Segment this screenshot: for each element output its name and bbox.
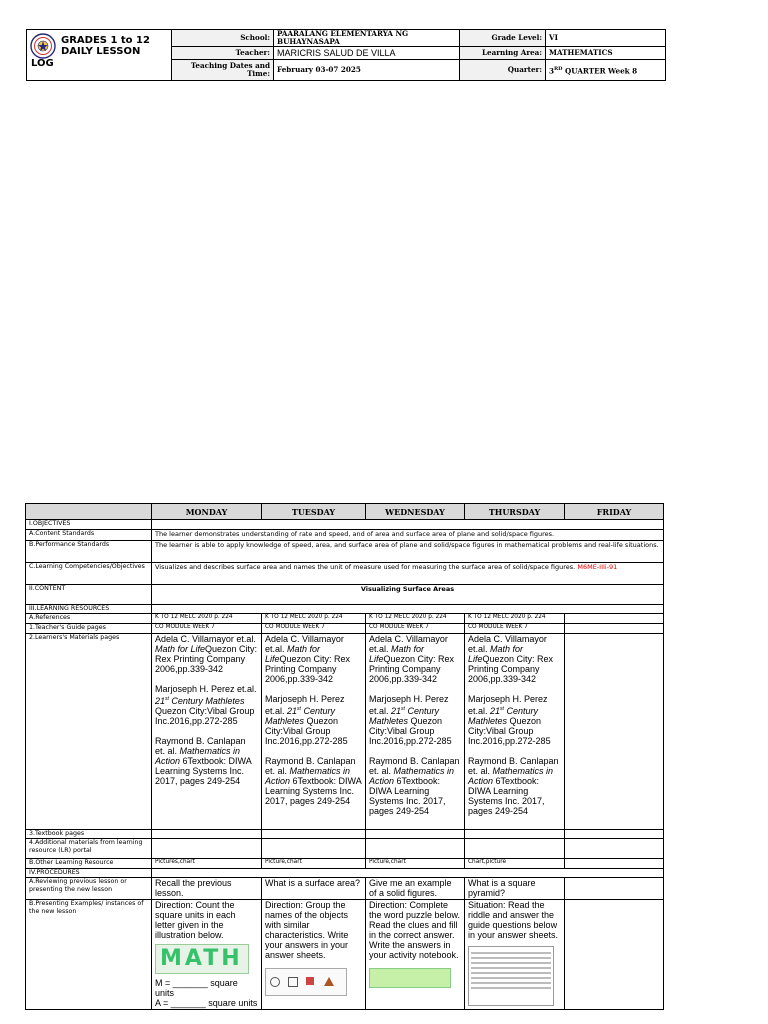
lm-ref3-author: Raymond B. Canlapan et. al. [155, 736, 246, 756]
table-row [26, 563, 664, 585]
lm-label: 2.Learners's Materials pages [26, 634, 152, 830]
lm-ref2-num: 21 [155, 696, 166, 706]
day-friday: FRIDAY [565, 504, 664, 520]
review-label: A.Reviewing previous lesson or presenting the new lesson [26, 878, 152, 900]
textbook-friday [565, 830, 664, 839]
review-wednesday: Give me an example of a solid figures. [366, 878, 465, 900]
brand-line-2: DAILY LESSON [61, 46, 141, 57]
competency-label: C.Learning Competencies/Objectives [26, 563, 152, 585]
lm-friday [565, 634, 664, 830]
other-friday [565, 859, 664, 869]
present-wednesday [366, 900, 465, 1010]
lm-ref1-title: Math for Life [265, 644, 321, 664]
procedures-blank [152, 869, 664, 878]
tg-wednesday: CO MODULE WEEK 7 [366, 624, 465, 634]
textbook-wednesday [366, 830, 465, 839]
additional-wednesday [366, 839, 465, 859]
references-wednesday: K TO 12 MELC 2020 p. 224 [366, 614, 465, 624]
brand-cell [27, 30, 172, 81]
table-row [26, 634, 664, 830]
content-std-text: The learner demonstrates understanding of rate and speed, and of area and surface area of plane and solid/space figures. [152, 530, 664, 541]
perf-std-label: B.Performance Standards [26, 541, 152, 563]
textbook-monday [152, 830, 262, 839]
objectives-heading: I.OBJECTIVES [26, 520, 152, 530]
present-thursday-text: Situation: Read the riddle and answer the guide questions below in your answer sheets. [468, 900, 559, 940]
present-tuesday [262, 900, 366, 1010]
lm-ref1-author: Adela C. Villamayor et.al. [265, 634, 344, 654]
lm-ref2-num: 21 [490, 706, 501, 716]
additional-friday [565, 839, 664, 859]
table-row [26, 900, 664, 1010]
lm-ref3-author: Raymond B. Canlapan et. al. [265, 756, 356, 776]
review-monday: Recall the previous lesson. [152, 878, 262, 900]
procedures-heading: IV.PROCEDURES [26, 869, 152, 878]
present-label: B.Presenting Examples/ instances of the new lesson [26, 900, 152, 1010]
lm-ref3-author: Raymond B. Canlapan et. al. [369, 756, 460, 776]
lm-ref2-sup: st [500, 706, 504, 712]
present-friday [565, 900, 664, 1010]
lm-ref2-author: Marjoseph H. Perez et.al. [155, 684, 257, 694]
review-friday [565, 878, 664, 900]
lm-ref2-pub: Quezon City:Vibal Group Inc.2016,pp.272-285 [468, 716, 551, 746]
grade-value: VI [546, 30, 666, 47]
perf-std-text: The learner is able to apply knowledge of speed, area, and surface area of plane and solid/space figures in mathematical problems and real-life situations. [152, 541, 664, 563]
tg-friday [565, 624, 664, 634]
tg-thursday: CO MODULE WEEK 7 [465, 624, 565, 634]
day-header-row [26, 504, 664, 520]
other-label: B.Other Learning Resource [26, 859, 152, 869]
additional-tuesday [262, 839, 366, 859]
review-thursday: What is a square pyramid? [465, 878, 565, 900]
math-grid-letters: MATH [160, 946, 243, 971]
area-label: Learning Area: [460, 47, 546, 60]
lm-ref2-sup: st [401, 706, 405, 712]
lm-ref2-title: Century Mathletes [369, 706, 439, 726]
lm-ref1-author: Adela C. Villamayor et.al. [369, 634, 448, 654]
dates-value: February 03-07 2025 [274, 60, 460, 81]
table-row [26, 585, 664, 605]
lesson-table [25, 503, 664, 1010]
brand-line-1: GRADES 1 to 12 [61, 35, 150, 46]
sphere-icon [270, 977, 280, 987]
lm-ref1-pub: Quezon City: Rex Printing Company 2006,pp.339-342 [468, 654, 554, 684]
day-header-blank [26, 504, 152, 520]
lm-ref1-title: Math for Life [369, 644, 425, 664]
table-row [26, 839, 664, 859]
lm-ref2-author: Marjoseph H. Perez et.al. [369, 694, 449, 716]
brand-title [61, 35, 150, 57]
day-wednesday: WEDNESDAY [366, 504, 465, 520]
day-monday: MONDAY [152, 504, 262, 520]
lm-wednesday [366, 634, 465, 830]
present-wednesday-text: Direction: Complete the word puzzle below. Read the clues and fill in the correct answer. Write the answers in your activity notebook. [369, 900, 461, 960]
grade-label: Grade Level: [460, 30, 546, 47]
tg-tuesday: CO MODULE WEEK 7 [262, 624, 366, 634]
objects-illustration [265, 968, 347, 996]
quarter-value [546, 60, 666, 81]
textbook-tuesday [262, 830, 366, 839]
other-thursday: Chart,picture [465, 859, 565, 869]
lm-ref3-pub: 6Textbook: DIWA Learning Systems Inc. 2017, pages 249-254 [369, 776, 446, 816]
table-row [26, 520, 664, 530]
textbook-label: 3.Textbook pages [26, 830, 152, 839]
lm-ref3-pub: 6Textbook: DIWA Learning Systems Inc. 2017, pages 249-254 [265, 776, 362, 806]
table-row [26, 624, 664, 634]
table-row [26, 605, 664, 614]
area-value: MATHEMATICS [546, 47, 666, 60]
header-table [26, 29, 666, 81]
table-row [26, 869, 664, 878]
pyramid-icon [324, 977, 334, 986]
quarter-text: QUARTER Week 8 [562, 66, 638, 76]
lm-thursday [465, 634, 565, 830]
competency-code: M6ME-IIIi-91 [577, 563, 618, 571]
table-row [26, 859, 664, 869]
competency-cell [152, 563, 664, 585]
dates-label: Teaching Dates and Time: [172, 60, 274, 81]
resources-heading: III.LEARNING RESOURCES [26, 605, 152, 614]
resources-blank [152, 605, 664, 614]
present-thursday [465, 900, 565, 1010]
present-monday-m: M = _______ square units [155, 978, 238, 998]
lm-ref3-pub: 6Textbook: DIWA Learning Systems Inc. 2017, pages 249-254 [468, 776, 545, 816]
lm-ref1-author: Adela C. Villamayor et.al. [468, 634, 547, 654]
school-value: PAARALANG ELEMENTARYA NG BUHAYNASAPA [274, 30, 460, 47]
lm-ref1-pub: Quezon City: Rex Printing Company 2006,pp.339-342 [369, 654, 455, 684]
additional-monday [152, 839, 262, 859]
day-thursday: THURSDAY [465, 504, 565, 520]
table-row [26, 830, 664, 839]
review-tuesday: What is a surface area? [262, 878, 366, 900]
other-tuesday: Picture,chart [262, 859, 366, 869]
content-label: II.CONTENT [26, 585, 152, 605]
riddle-illustration [468, 946, 554, 1006]
quarter-suffix: RD [554, 65, 563, 72]
teacher-value: MARICRIS SALUD DE VILLA [274, 47, 460, 60]
lm-monday [152, 634, 262, 830]
present-tuesday-text: Direction: Group the names of the objects with similar characteristics. Write your answers in your answer sheets. [265, 900, 349, 960]
references-thursday: K TO 12 MELC 2020 p. 224 [465, 614, 565, 624]
table-row [26, 878, 664, 900]
present-monday [152, 900, 262, 1010]
lm-ref2-num: 21 [391, 706, 402, 716]
textbook-thursday [465, 830, 565, 839]
lm-ref3-title: Mathematics in Action [155, 746, 241, 766]
lm-ref1-pub: Quezon City: Rex Printing Company 2006,pp.339-342 [155, 644, 258, 674]
table-row [26, 541, 664, 563]
lm-ref3-title: Mathematics in Action [265, 766, 351, 786]
math-grid-illustration [155, 944, 249, 974]
lm-ref1-title: Math for Life [468, 644, 524, 664]
lm-ref1-author: Adela C. Villamayor et.al. [155, 634, 256, 644]
deped-seal-icon [30, 33, 56, 59]
lm-ref2-pub: Quezon City:Vibal Group Inc.2016,pp.272-285 [265, 716, 348, 746]
lesson-title: Visualizing Surface Areas [152, 585, 664, 605]
brand-line-3: LOG [31, 58, 54, 69]
references-monday: K TO 12 MELC 2020 p. 224 [152, 614, 262, 624]
table-row [26, 530, 664, 541]
lm-ref2-pub: Quezon City:Vibal Group Inc.2016,pp.272-285 [369, 716, 452, 746]
school-label: School: [172, 30, 274, 47]
lm-ref2-title: Century Mathletes [168, 696, 245, 706]
other-monday: Pictures,chart [152, 859, 262, 869]
competency-text: Visualizes and describes surface area and names the unit of measure used for measuring the surface area of solid/space figures. [155, 563, 576, 571]
lm-ref3-author: Raymond B. Canlapan et. al. [468, 756, 559, 776]
lm-ref2-title: Century Mathletes [265, 706, 335, 726]
present-monday-text: Direction: Count the square units in each letter given in the illustration below. [155, 900, 236, 940]
box-icon [306, 977, 314, 985]
word-puzzle-illustration [369, 968, 451, 988]
lm-tuesday [262, 634, 366, 830]
quarter-number: 3 [549, 66, 555, 76]
lm-ref3-title: Mathematics in Action [369, 766, 455, 786]
additional-thursday [465, 839, 565, 859]
additional-label: 4.Additional materials from learning resource (LR) portal [26, 839, 152, 859]
quarter-label: Quarter: [460, 60, 546, 81]
lm-ref2-num: 21 [287, 706, 298, 716]
lm-ref2-author: Marjoseph H. Perez et.al. [265, 694, 345, 716]
references-tuesday: K TO 12 MELC 2020 p. 224 [262, 614, 366, 624]
lm-ref1-pub: Quezon City: Rex Printing Company 2006,pp.339-342 [265, 654, 351, 684]
day-tuesday: TUESDAY [262, 504, 366, 520]
teacher-label: Teacher: [172, 47, 274, 60]
lm-ref1-title: Math for Life [155, 644, 206, 654]
tg-label: 1.Teacher's Guide pages [26, 624, 152, 634]
lm-ref3-pub: 6Textbook: DIWA Learning Systems Inc. 2017, pages 249-254 [155, 756, 252, 786]
content-std-label: A.Content Standards [26, 530, 152, 541]
lm-ref2-sup: st [165, 696, 169, 702]
table-row [26, 614, 664, 624]
lm-ref2-pub: Quezon City:Vibal Group Inc.2016,pp.272-285 [155, 706, 255, 726]
objectives-blank [152, 520, 664, 530]
tg-monday: CO MODULE WEEK 7 [152, 624, 262, 634]
references-label: A.References [26, 614, 152, 624]
lm-ref3-title: Mathematics in Action [468, 766, 554, 786]
lm-ref2-author: Marjoseph H. Perez et.al. [468, 694, 548, 716]
lm-ref2-title: Century Mathletes [468, 706, 538, 726]
present-monday-a: A = _______ square units [155, 998, 258, 1008]
references-friday [565, 614, 664, 624]
cube-icon [288, 977, 298, 987]
lm-ref2-sup: st [297, 706, 301, 712]
other-wednesday: Picture,chart [366, 859, 465, 869]
